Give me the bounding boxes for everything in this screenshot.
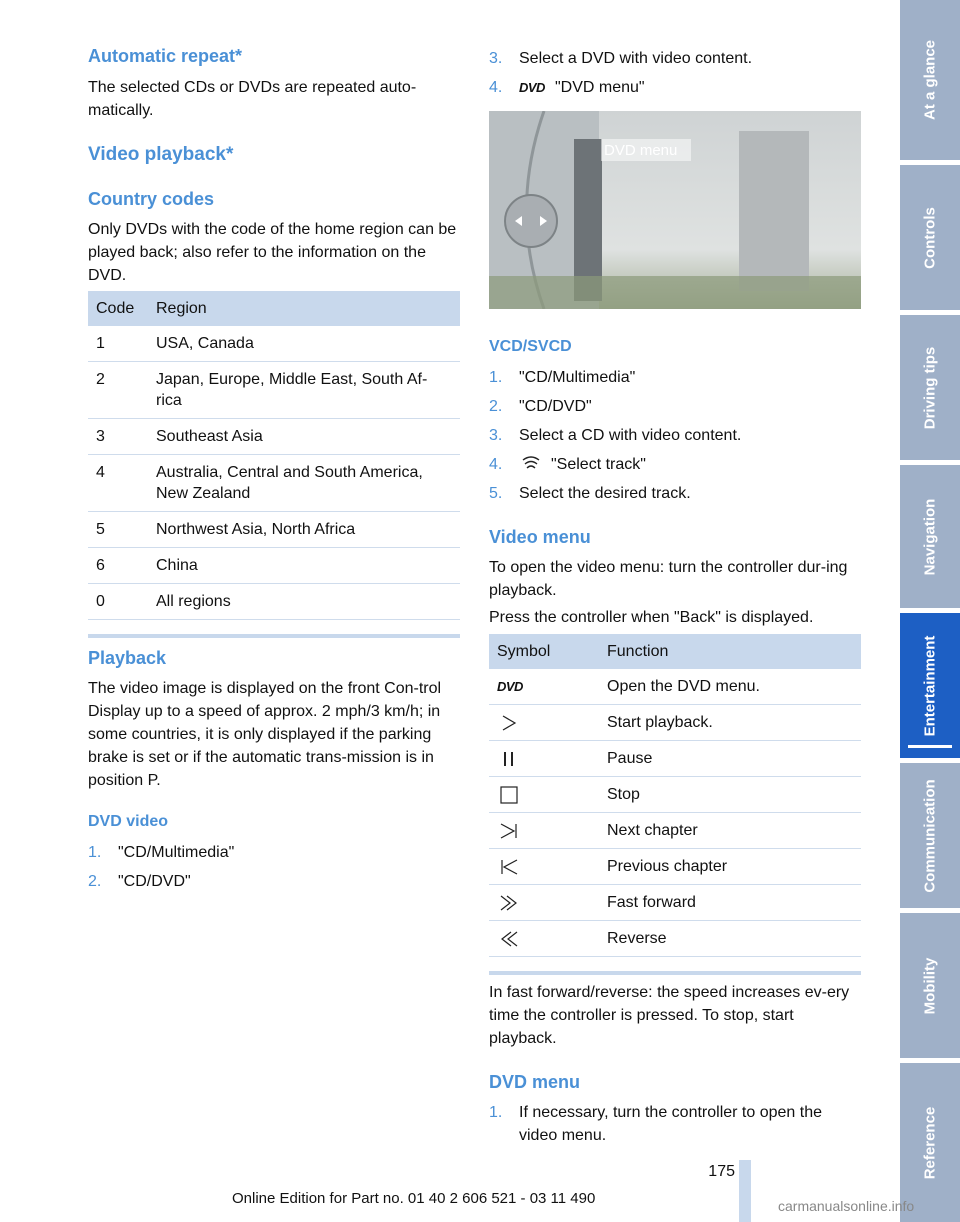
symbol-cell xyxy=(489,669,599,705)
select-track-icon xyxy=(519,456,543,474)
step-text: "CD/DVD" xyxy=(118,873,191,890)
step-number: 2. xyxy=(88,873,102,890)
table-row xyxy=(489,849,861,885)
table-row xyxy=(88,548,460,584)
region-name: Northwest Asia, North Africa xyxy=(148,512,460,548)
step-number: 3. xyxy=(489,50,503,67)
tab-label: Mobility xyxy=(921,957,939,1014)
symbol-table-header-symbol: Symbol xyxy=(489,634,599,669)
auto-repeat-text: The selected CDs or DVDs are repeated auto-matically. xyxy=(88,79,417,119)
list-item xyxy=(489,395,861,418)
dvd-menu-heading: DVD menu xyxy=(489,1072,581,1092)
function-cell: Start playback. xyxy=(599,705,861,741)
region-name: Japan, Europe, Middle East, South Af-rica xyxy=(148,362,460,419)
table-row xyxy=(489,669,861,705)
stop-icon xyxy=(497,786,521,804)
step-text: Select a CD with video content. xyxy=(519,427,742,444)
list-item xyxy=(489,76,861,99)
step-text: "CD/Multimedia" xyxy=(519,369,636,386)
video-menu-text: To open the video menu: turn the controller dur-ing playback. xyxy=(489,559,848,599)
function-cell: Next chapter xyxy=(599,813,861,849)
table-row xyxy=(88,362,460,419)
step-text: Select the desired track. xyxy=(519,485,691,502)
symbol-table xyxy=(489,634,861,975)
step-text: Select a DVD with video content. xyxy=(519,50,753,67)
table-row xyxy=(489,885,861,921)
tab-driving-tips[interactable] xyxy=(900,315,960,460)
tab-label: Reference xyxy=(921,1106,939,1179)
symbol-cell xyxy=(489,741,599,777)
step-number: 2. xyxy=(489,398,503,415)
region-code: 2 xyxy=(88,362,148,419)
dvd-menu-steps xyxy=(489,1101,861,1153)
region-code: 5 xyxy=(88,512,148,548)
step-number: 1. xyxy=(489,1104,503,1121)
table-row xyxy=(489,741,861,777)
tab-controls[interactable] xyxy=(900,165,960,310)
screen-label: DVD menu xyxy=(604,142,678,159)
region-code: 3 xyxy=(88,419,148,455)
next-chapter-icon xyxy=(497,822,521,840)
country-codes-heading: Country codes xyxy=(88,189,215,209)
tab-at-a-glance[interactable] xyxy=(900,0,960,160)
list-item xyxy=(88,841,460,864)
chapter-tabs xyxy=(900,0,960,1222)
dvd-video-heading: DVD video xyxy=(88,813,169,830)
step-text: "Select track" xyxy=(551,456,646,473)
tab-label: Driving tips xyxy=(921,346,939,429)
table-row xyxy=(489,921,861,957)
list-item xyxy=(489,424,861,447)
step-number: 3. xyxy=(489,427,503,444)
step-text: If necessary, turn the controller to open the video menu. xyxy=(519,1104,822,1144)
dvd-video-steps xyxy=(88,841,460,899)
vcd-heading: VCD/SVCD xyxy=(489,338,572,355)
function-cell: Stop xyxy=(599,777,861,813)
list-item xyxy=(489,453,861,476)
step-number: 4. xyxy=(489,456,503,473)
region-name: China xyxy=(148,548,460,584)
pause-icon xyxy=(497,750,521,768)
region-table xyxy=(88,291,460,638)
ff-text: In fast forward/reverse: the speed increases ev-ery time the controller is pressed. To stop, start playback. xyxy=(489,984,850,1047)
table-row xyxy=(88,419,460,455)
table-row xyxy=(88,584,460,620)
play-icon xyxy=(497,714,521,732)
list-item xyxy=(489,482,861,505)
tab-label: Controls xyxy=(921,206,939,269)
step-number: 5. xyxy=(489,485,503,502)
table-end-rule xyxy=(88,634,460,638)
video-menu-heading: Video menu xyxy=(489,527,591,547)
list-item xyxy=(489,47,861,70)
table-row xyxy=(489,813,861,849)
tab-label: Entertainment xyxy=(921,635,939,736)
dvd-screen-graphic xyxy=(489,111,861,309)
list-item xyxy=(88,870,460,893)
region-code: 6 xyxy=(88,548,148,584)
step-number: 1. xyxy=(88,844,102,861)
symbol-table-header-function: Function xyxy=(599,634,861,669)
footer-text: Online Edition for Part no. 01 40 2 606 521 - 03 11 490 xyxy=(232,1190,596,1207)
step-text: "DVD menu" xyxy=(554,79,645,96)
fast-forward-icon xyxy=(497,894,521,912)
symbol-cell xyxy=(489,813,599,849)
page-number-bar xyxy=(739,1160,751,1222)
table-row xyxy=(489,705,861,741)
dvd-logo-icon: DVD xyxy=(519,80,545,95)
region-name: Australia, Central and South America, New Zealand xyxy=(148,455,460,512)
function-cell: Pause xyxy=(599,741,861,777)
dvd-steps xyxy=(489,47,861,105)
tab-mobility[interactable] xyxy=(900,913,960,1058)
symbol-cell xyxy=(489,921,599,957)
region-code: 0 xyxy=(88,584,148,620)
region-code: 4 xyxy=(88,455,148,512)
page-number: 175 xyxy=(708,1163,735,1180)
tab-communication[interactable] xyxy=(900,763,960,908)
tab-label: At a glance xyxy=(921,39,939,121)
tab-label: Communication xyxy=(921,778,939,893)
list-item xyxy=(489,1101,861,1147)
reverse-icon xyxy=(497,930,521,948)
auto-repeat-heading: Automatic repeat* xyxy=(88,46,243,66)
region-table-header-code: Code xyxy=(88,291,148,326)
playback-text: The video image is displayed on the front Con-trol Display up to a speed of approx. 2 mph/3 km/h; in some countries, it is only displayed if the parking brake is set or if the automatic trans-mission is in position P. xyxy=(88,680,442,789)
tab-entertainment[interactable] xyxy=(900,613,960,758)
symbol-cell xyxy=(489,885,599,921)
region-table-header-region: Region xyxy=(148,291,460,326)
function-cell: Fast forward xyxy=(599,885,861,921)
table-end-rule xyxy=(489,971,861,975)
step-text: "CD/Multimedia" xyxy=(118,844,235,861)
table-row xyxy=(88,455,460,512)
video-menu-text-2: Press the controller when "Back" is displayed. xyxy=(489,609,814,626)
table-row xyxy=(88,326,460,362)
step-number: 4. xyxy=(489,79,503,96)
table-row xyxy=(88,512,460,548)
symbol-cell xyxy=(489,705,599,741)
list-item xyxy=(489,366,861,389)
function-cell: Reverse xyxy=(599,921,861,957)
region-name: USA, Canada xyxy=(148,326,460,362)
region-name: Southeast Asia xyxy=(148,419,460,455)
symbol-cell xyxy=(489,849,599,885)
function-cell: Previous chapter xyxy=(599,849,861,885)
region-name: All regions xyxy=(148,584,460,620)
vcd-steps xyxy=(489,366,861,511)
previous-chapter-icon xyxy=(497,858,521,876)
watermark: carmanualsonline.info xyxy=(778,1198,915,1214)
dvd-logo-icon: DVD xyxy=(497,679,523,694)
step-text: "CD/DVD" xyxy=(519,398,592,415)
tab-navigation[interactable] xyxy=(900,465,960,608)
step-number: 1. xyxy=(489,369,503,386)
tab-label: Navigation xyxy=(921,498,939,575)
video-playback-heading: Video playback* xyxy=(88,144,234,165)
dvd-menu-screenshot xyxy=(489,111,861,309)
symbol-cell xyxy=(489,777,599,813)
playback-heading: Playback xyxy=(88,648,167,668)
function-cell: Open the DVD menu. xyxy=(599,669,861,705)
table-row xyxy=(489,777,861,813)
region-code: 1 xyxy=(88,326,148,362)
country-codes-text: Only DVDs with the code of the home region can be played back; also refer to the information on the DVD. xyxy=(88,221,457,284)
